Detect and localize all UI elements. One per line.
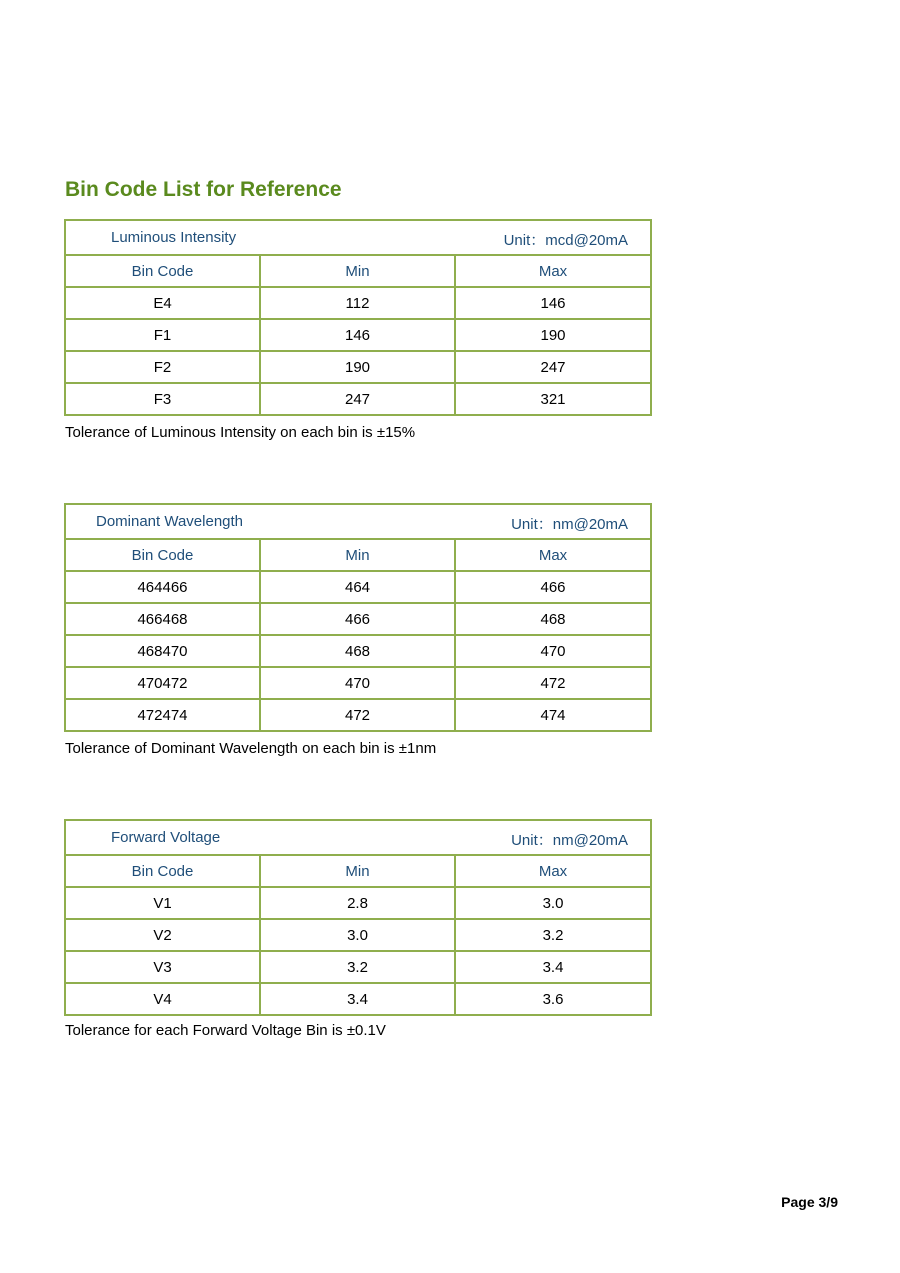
column-header-min: Min — [260, 539, 455, 571]
table-title-row — [65, 504, 651, 539]
table-title-cell — [65, 220, 651, 255]
page-number: Page 3/9 — [781, 1194, 838, 1210]
forward-voltage-table — [64, 819, 652, 1016]
cell-bin-code: 472474 — [65, 699, 260, 731]
cell-max: 472 — [455, 667, 651, 699]
table-unit: Unit：nm@20mA — [511, 832, 629, 849]
cell-bin-code: F3 — [65, 383, 260, 415]
column-header-min: Min — [260, 855, 455, 887]
cell-bin-code: V3 — [65, 951, 260, 983]
cell-min: 190 — [260, 351, 455, 383]
table-title-row — [65, 220, 651, 255]
cell-max: 466 — [455, 571, 651, 603]
table-row — [65, 919, 651, 951]
column-header-bin-code: Bin Code — [65, 855, 260, 887]
cell-max: 190 — [455, 319, 651, 351]
wavelength-tolerance-note: Tolerance of Dominant Wavelength on each bin is ±1nm — [65, 740, 437, 757]
table-header-row — [65, 255, 651, 287]
column-header-max: Max — [455, 855, 651, 887]
table-row — [65, 351, 651, 383]
cell-min: 247 — [260, 383, 455, 415]
cell-max: 321 — [455, 383, 651, 415]
cell-bin-code: 468470 — [65, 635, 260, 667]
column-header-max: Max — [455, 255, 651, 287]
table-row — [65, 951, 651, 983]
voltage-tolerance-note: Tolerance for each Forward Voltage Bin is ±0.1V — [65, 1022, 386, 1039]
cell-max: 468 — [455, 603, 651, 635]
cell-max: 247 — [455, 351, 651, 383]
cell-bin-code: 470472 — [65, 667, 260, 699]
table-row — [65, 383, 651, 415]
cell-max: 3.2 — [455, 919, 651, 951]
cell-bin-code: V2 — [65, 919, 260, 951]
cell-min: 468 — [260, 635, 455, 667]
table-header-row — [65, 855, 651, 887]
table-unit: Unit：mcd@20mA — [503, 232, 629, 249]
table-row — [65, 667, 651, 699]
cell-bin-code: E4 — [65, 287, 260, 319]
cell-min: 472 — [260, 699, 455, 731]
cell-max: 474 — [455, 699, 651, 731]
cell-min: 2.8 — [260, 887, 455, 919]
table-row — [65, 571, 651, 603]
table-title-cell — [65, 504, 651, 539]
table-title: Dominant Wavelength — [96, 513, 244, 530]
cell-bin-code: V4 — [65, 983, 260, 1015]
column-header-max: Max — [455, 539, 651, 571]
cell-bin-code: 466468 — [65, 603, 260, 635]
table-title: Luminous Intensity — [111, 229, 237, 246]
cell-min: 466 — [260, 603, 455, 635]
cell-bin-code: 464466 — [65, 571, 260, 603]
cell-min: 3.4 — [260, 983, 455, 1015]
table-title-row — [65, 820, 651, 855]
cell-min: 464 — [260, 571, 455, 603]
cell-min: 3.0 — [260, 919, 455, 951]
cell-bin-code: F1 — [65, 319, 260, 351]
column-header-bin-code: Bin Code — [65, 255, 260, 287]
table-row — [65, 603, 651, 635]
table-row — [65, 699, 651, 731]
cell-min: 146 — [260, 319, 455, 351]
table-row — [65, 287, 651, 319]
table-title-cell — [65, 820, 651, 855]
column-header-min: Min — [260, 255, 455, 287]
table-title: Forward Voltage — [111, 829, 221, 846]
table-row — [65, 983, 651, 1015]
cell-min: 3.2 — [260, 951, 455, 983]
column-header-bin-code: Bin Code — [65, 539, 260, 571]
cell-min: 470 — [260, 667, 455, 699]
cell-min: 112 — [260, 287, 455, 319]
cell-max: 470 — [455, 635, 651, 667]
table-header-row — [65, 539, 651, 571]
cell-max: 3.4 — [455, 951, 651, 983]
page-heading: Bin Code List for Reference — [65, 178, 342, 201]
cell-bin-code: F2 — [65, 351, 260, 383]
luminous-tolerance-note: Tolerance of Luminous Intensity on each bin is ±15% — [65, 424, 416, 441]
table-row — [65, 319, 651, 351]
table-row — [65, 635, 651, 667]
table-row — [65, 887, 651, 919]
cell-bin-code: V1 — [65, 887, 260, 919]
luminous-intensity-table — [64, 219, 652, 416]
cell-max: 146 — [455, 287, 651, 319]
table-unit: Unit：nm@20mA — [511, 516, 629, 533]
cell-max: 3.6 — [455, 983, 651, 1015]
dominant-wavelength-table — [64, 503, 652, 732]
cell-max: 3.0 — [455, 887, 651, 919]
